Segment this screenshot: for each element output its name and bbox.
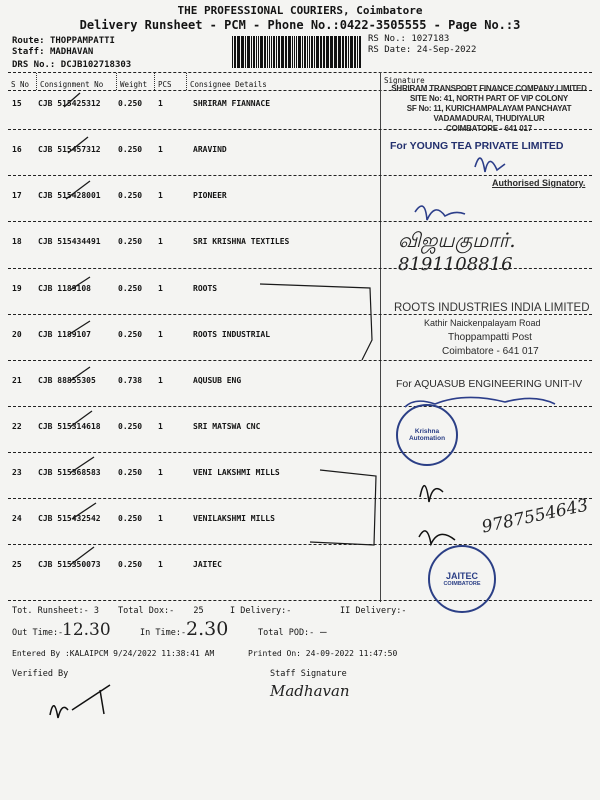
barcode-bar (357, 36, 358, 68)
round-stamp-text: Krishna Automation (408, 428, 446, 442)
row-consignment: CJB 515425312 (38, 99, 101, 108)
tick-mark (68, 321, 90, 335)
tick-mark (64, 93, 80, 107)
roots-stamp-line3: Thoppampatti Post (448, 332, 532, 343)
rs-date-value: 24-Sep-2022 (416, 45, 477, 55)
row-sno: 18 (12, 237, 22, 246)
in-time-label: In Time:- (140, 628, 187, 638)
barcode-bar (304, 36, 306, 68)
row-sno: 25 (12, 560, 22, 569)
row-consignment: CJB 1189108 (38, 284, 91, 293)
barcode-bar (241, 36, 244, 68)
barcode-bar (342, 36, 344, 68)
barcode-bar (258, 36, 259, 68)
row-consignment: CJB 515350073 (38, 560, 101, 569)
barcode-bar (285, 36, 287, 68)
rs-date-label: RS Date: (368, 45, 412, 55)
col-signature: Signature (384, 76, 425, 85)
row-weight: 0.250 (118, 191, 143, 200)
route-line (12, 36, 115, 46)
verified-signature (40, 680, 120, 740)
row-pcs: 1 (158, 284, 163, 293)
barcode-bar (323, 36, 325, 68)
i-delivery: I Delivery:- (230, 606, 292, 616)
row-consignee: SRI KRISHNA TEXTILES (193, 237, 290, 246)
staff-value: MADHAVAN (49, 47, 94, 57)
barcode-bar (359, 36, 361, 68)
row-consignee: ROOTS INDUSTRIAL (193, 330, 271, 339)
row-pcs: 1 (158, 145, 163, 154)
table-bottom-rule (8, 600, 592, 601)
staff-signature-handwritten: Madhavan (270, 682, 350, 700)
row-pcs: 1 (158, 237, 163, 246)
row-pcs: 1 (158, 468, 163, 477)
tick-marks (30, 85, 130, 585)
tick-mark (68, 137, 88, 153)
barcode-bar (350, 36, 353, 68)
roots-stamp-line4: Coimbatore - 641 017 (442, 346, 539, 357)
barcode-bar (271, 36, 272, 68)
barcode-bar (260, 36, 263, 68)
shriram-line5: COIMBATORE - 641 017 (446, 124, 532, 133)
row-weight: 0.250 (118, 145, 143, 154)
barcode-bar (314, 36, 315, 68)
barcode-bar (245, 36, 246, 68)
row-consignment: CJB 1189107 (38, 330, 91, 339)
barcode-bar (269, 36, 270, 68)
authorised-signatory: Authorised Signatory. (492, 178, 586, 188)
barcode-bar (345, 36, 347, 68)
barcode-bar (292, 36, 293, 68)
col-sep (186, 73, 187, 90)
rs-no-label: RS No.: (368, 34, 406, 44)
row-sno: 16 (12, 145, 22, 154)
barcode-bar (237, 36, 240, 68)
shriram-stamp (384, 84, 594, 134)
row-consignee: VENILAKSHMI MILLS (193, 514, 275, 523)
row-sno: 20 (12, 330, 22, 339)
barcode-bar (251, 36, 252, 68)
barcode-bar (267, 36, 268, 68)
staff-label: Staff: (12, 47, 45, 57)
tick-mark (70, 411, 92, 427)
tick-mark (70, 457, 94, 473)
row-consignee: SHRIRAM FIANNACE (193, 99, 271, 108)
barcode-bar (334, 36, 337, 68)
row-consignment: CJB 515314618 (38, 422, 101, 431)
signature-stroke (475, 158, 505, 172)
row-weight: 0.250 (118, 514, 143, 523)
rs-no-value: 1027183 (411, 34, 450, 44)
row-consignee: JAITEC (193, 560, 222, 569)
row-consignment: CJB 515368583 (38, 468, 101, 477)
row-sno: 23 (12, 468, 22, 477)
tick-mark (66, 181, 90, 199)
row-consignee: VENI LAKSHMI MILLS (193, 468, 280, 477)
barcode-bar (264, 36, 266, 68)
jaitec-stamp-name: JAITEC (445, 571, 478, 581)
row-weight: 0.250 (118, 237, 143, 246)
shriram-line1: SHRIRAM TRANSPORT FINANCE COMPANY LIMITED (391, 84, 587, 93)
barcode-bar (320, 36, 322, 68)
row-consignment: CJB 515434491 (38, 237, 101, 246)
rs-date-line (368, 45, 476, 55)
aquasub-stamp: For AQUASUB ENGINEERING UNIT-IV (396, 378, 583, 390)
row-consignment: CJB 515432542 (38, 514, 101, 523)
row-weight: 0.250 (118, 284, 143, 293)
row-consignment: CJB 515428001 (38, 191, 101, 200)
route-label: Route: (12, 36, 45, 46)
row-weight: 0.250 (118, 99, 143, 108)
row-pcs: 1 (158, 99, 163, 108)
out-time-value: 12.30 (62, 620, 111, 640)
row-pcs: 1 (158, 560, 163, 569)
barcode-bar (232, 36, 233, 68)
col-sep (154, 73, 155, 90)
drs-value: DCJB102718303 (60, 60, 132, 70)
row-consignee: ARAVIND (193, 145, 227, 154)
barcode-bar (276, 36, 277, 68)
rs-no-line (368, 34, 449, 44)
roots-stamp-line1: ROOTS INDUSTRIES INDIA LIMITED (394, 302, 590, 314)
young-tea-stamp: For YOUNG TEA PRIVATE LIMITED (390, 140, 564, 152)
jaitec-stamp-sub: COIMBATORE (443, 581, 481, 587)
tamil-name: விஜயகுமார். (398, 228, 516, 252)
row-sno: 15 (12, 99, 22, 108)
barcode-bar (253, 36, 255, 68)
row-consignee: PIONEER (193, 191, 227, 200)
barcode-bar (330, 36, 333, 68)
barcode-bar (338, 36, 341, 68)
barcode-bar (316, 36, 319, 68)
col-weight: Weight (120, 80, 148, 89)
printed-on: Printed On: 24-09-2022 11:47:50 (248, 649, 398, 658)
barcode-bar (354, 36, 356, 68)
row-consignment: CJB 88855305 (38, 376, 96, 385)
barcode-bar (256, 36, 257, 68)
tot-runsheet (12, 606, 99, 616)
barcode-bar (298, 36, 301, 68)
route-value: THOPPAMPATTI (49, 36, 115, 46)
total-dox (118, 606, 204, 616)
barcode-bar (296, 36, 297, 68)
col-pcs: PCS (158, 80, 172, 89)
drs-line (12, 60, 131, 70)
roots-stamp-line2: Kathir Naickenpalayam Road (424, 318, 541, 328)
barcode-bar (302, 36, 303, 68)
bracket-marks (250, 270, 390, 560)
row-pcs: 1 (158, 376, 163, 385)
col-consignee: Consignee Details (190, 80, 267, 89)
barcode-bar (311, 36, 313, 68)
col-sno: S No (11, 80, 30, 89)
signature-stroke (415, 206, 465, 220)
phone-handwritten-1: 8191108816 (398, 254, 513, 275)
ii-delivery: II Delivery:- (340, 606, 407, 616)
verified-by: Verified By (12, 669, 69, 679)
row-consignee: ROOTS (193, 284, 218, 293)
row-consignee: SRI MATSWA CNC (193, 422, 261, 431)
shriram-line4: VADAMADURAI, THUDIYALUR (433, 114, 545, 123)
row-weight: 0.738 (118, 376, 143, 385)
barcode-bar (234, 36, 236, 68)
barcode (232, 36, 362, 68)
barcode-bar (326, 36, 329, 68)
barcode-bar (348, 36, 349, 68)
round-stamp (396, 404, 458, 466)
total-pod-label: Total POD:- (258, 628, 315, 638)
row-pcs: 1 (158, 514, 163, 523)
row-sno: 21 (12, 376, 22, 385)
row-consignee: AQUSUB ENG (193, 376, 242, 385)
row-sno: 19 (12, 284, 22, 293)
jaitec-stamp (428, 545, 496, 613)
barcode-bar (278, 36, 280, 68)
company-title: THE PROFESSIONAL COURIERS, Coimbatore (177, 4, 423, 17)
row-pcs: 1 (158, 422, 163, 431)
row-weight: 0.250 (118, 422, 143, 431)
tot-runsheet-label: Tot. Runsheet:- (12, 606, 89, 616)
row-sno: 22 (12, 422, 22, 431)
shriram-line3: SF No: 11, KURICHAMPALAYAM PANCHAYAT (406, 104, 572, 113)
signature-stroke (420, 486, 443, 502)
phone-handwritten-2: 9787554643 (480, 495, 590, 538)
bracket-venilakshmi (310, 470, 376, 545)
tick-mark (72, 503, 96, 519)
row-weight: 0.250 (118, 330, 143, 339)
tick-mark (70, 277, 90, 290)
tick-mark (70, 547, 94, 565)
row-sno: 24 (12, 514, 22, 523)
signature-stroke (419, 531, 455, 544)
row-weight: 0.250 (118, 560, 143, 569)
tick-mark (70, 367, 90, 381)
barcode-bar (273, 36, 275, 68)
bracket-roots (260, 284, 372, 360)
row-pcs: 1 (158, 330, 163, 339)
runsheet-subtitle: Delivery Runsheet - PCM - Phone No.:0422-3505555 - Page No.:3 (79, 18, 521, 32)
barcode-bar (281, 36, 284, 68)
total-dox-value: 25 (193, 606, 204, 616)
barcode-bar (288, 36, 291, 68)
shriram-line2: SITE No: 41, NORTH PART OF VIP COLONY (409, 94, 569, 103)
header-top-rule (8, 72, 592, 73)
staff-signature-label: Staff Signature (270, 669, 347, 679)
barcode-bar (309, 36, 310, 68)
barcode-bar (294, 36, 295, 68)
tot-runsheet-value: 3 (93, 606, 100, 616)
barcode-bar (307, 36, 308, 68)
col-consignment: Consignment No (40, 80, 104, 89)
barcode-bar (247, 36, 250, 68)
out-time-label: Out Time:- (12, 628, 64, 638)
row-weight: 0.250 (118, 468, 143, 477)
row-sno: 17 (12, 191, 22, 200)
drs-label: DRS No.: (12, 60, 56, 70)
row-pcs: 1 (158, 191, 163, 200)
in-time-value: 2.30 (186, 618, 229, 640)
total-pod-value: — (320, 625, 327, 638)
staff-line (12, 47, 93, 57)
total-dox-label: Total Dox:- (118, 606, 175, 616)
row-consignment: CJB 515457312 (38, 145, 101, 154)
entered-by: Entered By :KALAIPCM 9/24/2022 11:38:41 AM (12, 649, 215, 658)
